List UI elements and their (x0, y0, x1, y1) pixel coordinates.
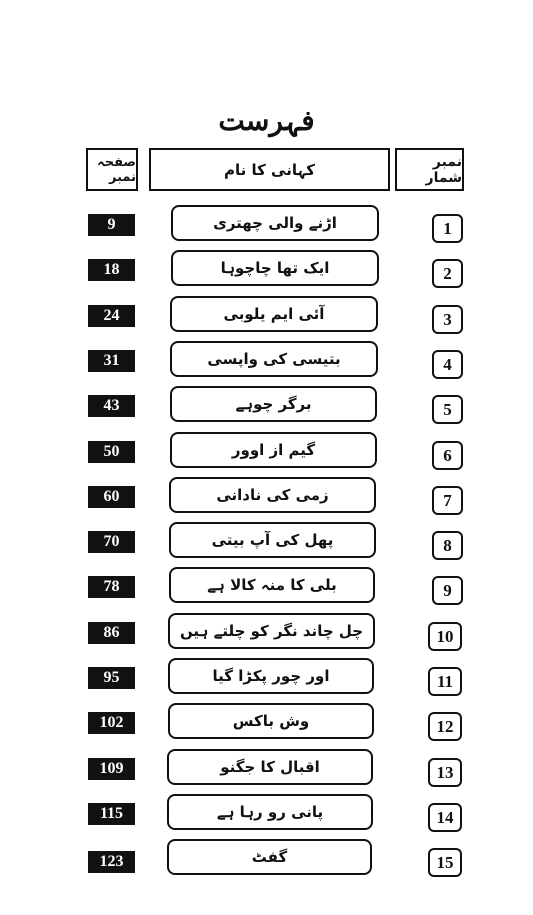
serial-number-box: 10 (428, 622, 462, 651)
page-number-badge: 50 (88, 441, 135, 463)
serial-number-box: 6 (432, 441, 463, 470)
page-number-badge: 86 (88, 622, 135, 644)
serial-number-box: 1 (432, 214, 463, 243)
table-header (0, 148, 533, 191)
list-item (0, 522, 533, 562)
page-number-badge: 109 (88, 758, 135, 780)
story-name-header: کہانی کا نام (149, 148, 390, 191)
page-title: فہرست (218, 104, 315, 137)
list-item (0, 749, 533, 789)
page-number-badge: 24 (88, 305, 135, 327)
serial-number-header: نمبر شمار (395, 148, 464, 191)
story-title-box: وش باکس (168, 703, 374, 739)
list-item (0, 839, 533, 879)
page-number-badge: 123 (88, 851, 135, 873)
story-title-box: بلی کا منہ کالا ہے (169, 567, 375, 603)
serial-number-box: 2 (432, 259, 463, 288)
story-title-box: اڑنے والی چھتری (171, 205, 379, 241)
story-title-box: زمی کی نادانی (169, 477, 376, 513)
story-title-box: برگر چوہے (170, 386, 377, 422)
story-title-box: چل چاند نگر کو چلتے ہیں (168, 613, 375, 649)
list-item (0, 794, 533, 834)
serial-number-box: 4 (432, 350, 463, 379)
page-number-badge: 9 (88, 214, 135, 236)
list-item (0, 658, 533, 698)
serial-number-box: 7 (432, 486, 463, 515)
serial-number-box: 12 (428, 712, 462, 741)
page-number-badge: 60 (88, 486, 135, 508)
page-number-header: صفحہ نمبر (86, 148, 138, 191)
story-title-box: بتیسی کی واپسی (170, 341, 378, 377)
list-item (0, 386, 533, 426)
story-title-box: گفٹ (167, 839, 372, 875)
serial-number-box: 11 (428, 667, 462, 696)
serial-number-box: 13 (428, 758, 462, 787)
list-item (0, 703, 533, 743)
story-title-box: ایک تھا چاچوہا (171, 250, 379, 286)
story-title-box: آئی ایم یلوبی (170, 296, 378, 332)
page-number-badge: 70 (88, 531, 135, 553)
page-number-badge: 18 (88, 259, 135, 281)
list-item (0, 477, 533, 517)
story-title-box: پھل کی آپ بیتی (169, 522, 376, 558)
page-number-badge: 95 (88, 667, 135, 689)
serial-number-box: 5 (432, 395, 463, 424)
page-number-badge: 102 (88, 712, 135, 734)
story-title-box: اقبال کا جگنو (167, 749, 373, 785)
list-item (0, 296, 533, 336)
list-item (0, 613, 533, 653)
list-item (0, 250, 533, 290)
story-title-box: اور چور پکڑا گیا (168, 658, 374, 694)
story-title-box: گیم از اوور (170, 432, 377, 468)
story-title-box: پانی رو رہا ہے (167, 794, 373, 830)
page-number-badge: 78 (88, 576, 135, 598)
serial-number-box: 15 (428, 848, 462, 877)
page-number-badge: 115 (88, 803, 135, 825)
serial-number-box: 8 (432, 531, 463, 560)
page-number-badge: 43 (88, 395, 135, 417)
list-item (0, 341, 533, 381)
list-item (0, 567, 533, 607)
serial-number-box: 14 (428, 803, 462, 832)
serial-number-box: 9 (432, 576, 463, 605)
serial-number-box: 3 (432, 305, 463, 334)
page-number-badge: 31 (88, 350, 135, 372)
list-item (0, 205, 533, 245)
list-item (0, 432, 533, 472)
